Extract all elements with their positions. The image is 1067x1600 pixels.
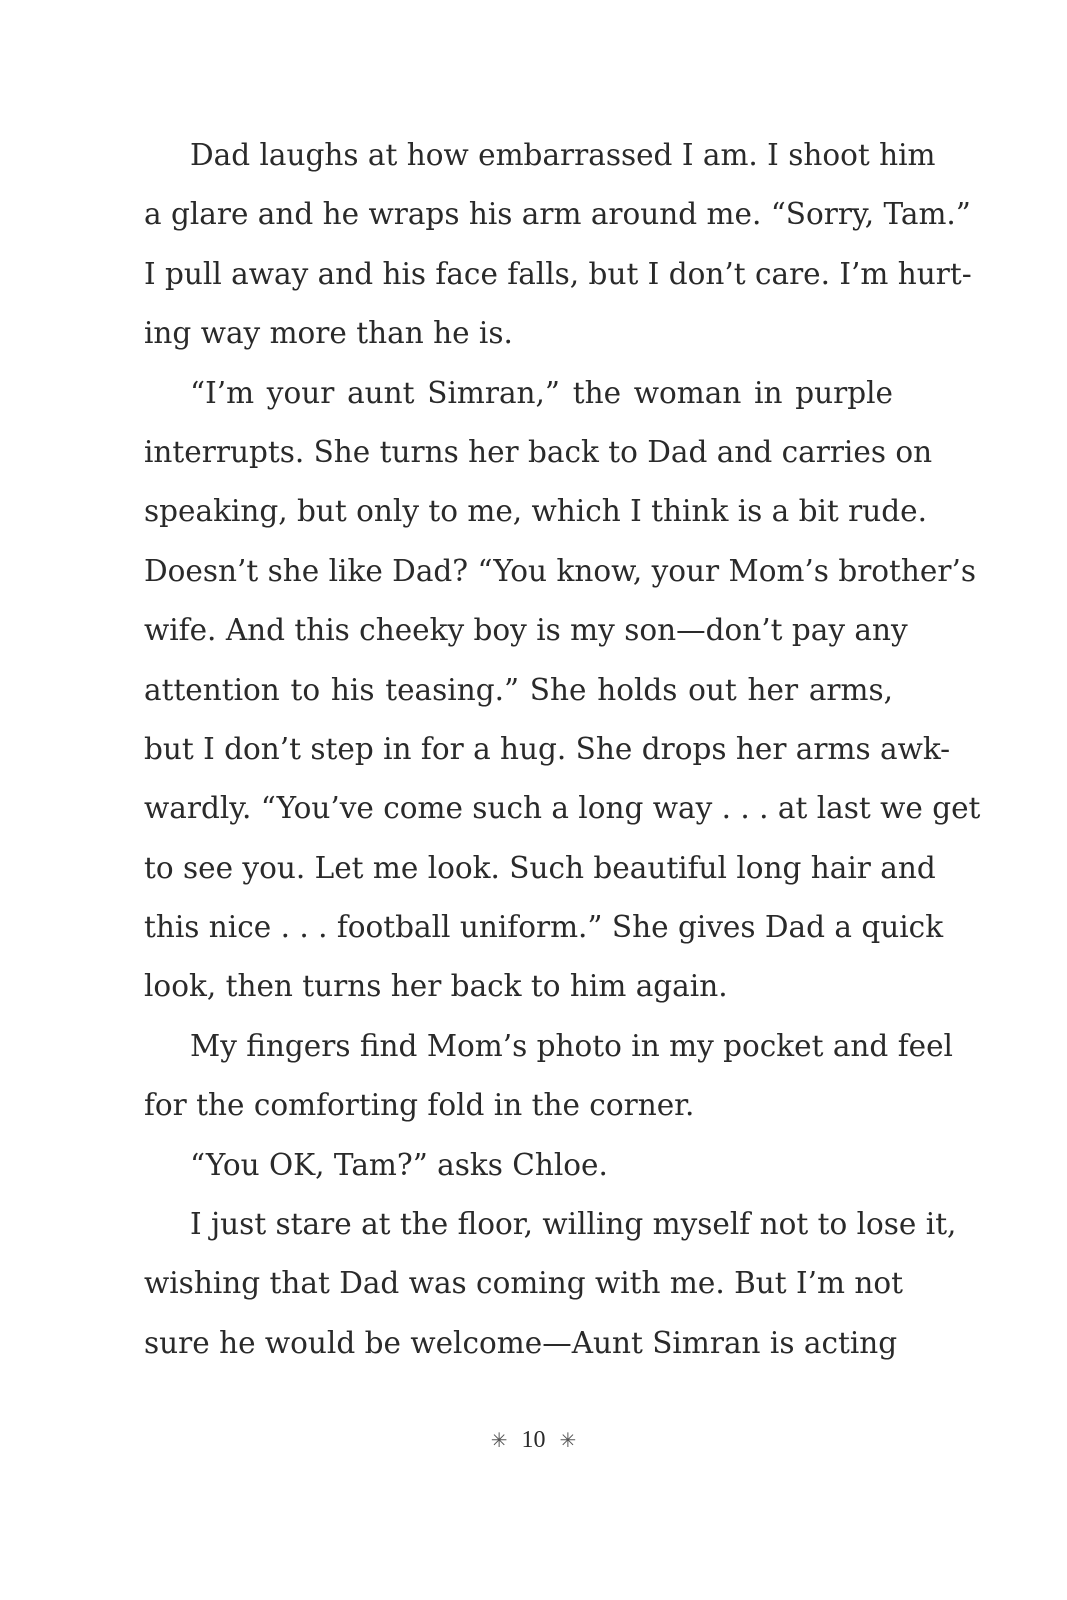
text-line: to see you. Let me look. Such beautiful long hair and (144, 850, 936, 885)
text-line: for the comforting fold in the corner. (144, 1088, 695, 1123)
text-line: attention to his teasing.” She holds out her arms, (144, 672, 893, 707)
asterisk-ornament-icon: ✳ (559, 1430, 577, 1453)
text-line: wardly. “You’ve come such a long way . . . at last we get (144, 791, 981, 826)
text-line: ing way more than he is. (144, 316, 513, 351)
text-line: “I’m your aunt Simran,” the woman in purple (190, 375, 893, 410)
page-footer (0, 1420, 1067, 1461)
text-line: look, then turns her back to him again. (144, 969, 728, 1004)
text-line: this nice . . . football uniform.” She gives Dad a quick (144, 910, 944, 945)
text-line: I pull away and his face falls, but I don’t care. I’m hurt- (144, 256, 972, 291)
text-line: a glare and he wraps his arm around me. “Sorry, Tam.” (144, 197, 971, 232)
text-line: speaking, but only to me, which I think is a bit rude. (144, 494, 927, 529)
asterisk-ornament-icon: ✳ (490, 1430, 508, 1453)
text-line: My fingers find Mom’s photo in my pocket and feel (190, 1028, 953, 1063)
body-text (144, 126, 981, 1373)
text-line: Dad laughs at how embarrassed I am. I shoot him (190, 138, 936, 172)
text-line: wife. And this cheeky boy is my son—don’t pay any (144, 613, 908, 648)
text-line: “You OK, Tam?” asks Chloe. (190, 1147, 608, 1182)
page-number: 10 (521, 1427, 546, 1453)
text-line: but I don’t step in for a hug. She drops her arms awk- (144, 731, 951, 766)
text-line: interrupts. She turns her back to Dad and carries on (144, 434, 933, 469)
text-line: sure he would be welcome—Aunt Simran is acting (144, 1325, 898, 1360)
text-line: I just stare at the floor, willing myself not to lose it, (190, 1207, 957, 1242)
text-line: wishing that Dad was coming with me. But I’m not (144, 1266, 904, 1301)
text-line: Doesn’t she like Dad? “You know, your Mom’s brother’s (144, 553, 976, 588)
